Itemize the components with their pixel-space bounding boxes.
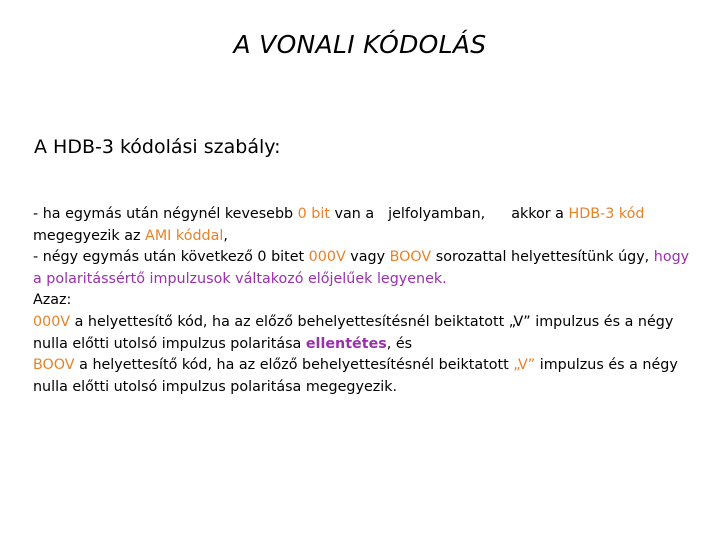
text-line-5 (33, 290, 701, 312)
highlight-ellentetes: ellentétes (305, 335, 387, 352)
highlight-ami-code: AMI kóddal (145, 227, 224, 244)
text-run: impulzus és a négy (535, 357, 678, 374)
rule-text (33, 204, 701, 398)
highlight-boov: BOOV (389, 249, 432, 266)
text-run: vagy (345, 249, 390, 266)
text-run: sorozattal helyettesítünk úgy, (431, 249, 654, 266)
highlight-v-impulse: „V” (513, 357, 536, 374)
slide-title: A VONALI KÓDOLÁS (233, 30, 487, 59)
text-run: van a (329, 206, 375, 222)
text-run: nulla előtti utolsó impulzus polaritása megegyezik. (33, 378, 398, 395)
text-line-9 (33, 377, 701, 399)
highlight-boov: BOOV (33, 357, 75, 374)
text-run: megegyezik az (33, 227, 146, 244)
text-run: - négy egymás után következő 0 bitet (33, 249, 309, 266)
highlight-hdb3-code: HDB-3 kód (568, 206, 645, 222)
text-line-8 (33, 355, 701, 377)
text-run: jelfolyamban, (388, 206, 486, 222)
highlight-000v: 000V (33, 313, 71, 330)
text-line-4 (33, 269, 701, 291)
slide-subtitle: A HDB-3 kódolási szabály: (34, 136, 281, 158)
text-run: - ha egymás után négynél kevesebb (33, 206, 298, 222)
text-line-7 (33, 334, 701, 356)
text-run: , és (386, 335, 413, 352)
text-line-1 (33, 204, 701, 226)
text-run: a helyettesítő kód, ha az előző behelyettesítésnél beiktatott „V” impulzus és a négy (70, 313, 674, 330)
text-run: Azaz: (33, 292, 72, 309)
text-run: a helyettesítő kód, ha az előző behelyettesítésnél beiktatott (74, 357, 514, 374)
text-line-2 (33, 226, 701, 248)
text-line-3 (33, 247, 701, 269)
highlight-hogy: hogy (653, 249, 690, 266)
text-run: , (223, 227, 228, 244)
highlight-0-bit: 0 bit (297, 206, 330, 222)
text-run: akkor a (511, 206, 569, 222)
highlight-polarity-text: a polaritássértő impulzusok váltakozó előjelűek legyenek. (33, 270, 447, 287)
text-run: nulla előtti utolsó impulzus polaritása (33, 335, 306, 352)
text-line-6 (33, 312, 701, 334)
highlight-000v: 000V (308, 249, 346, 266)
